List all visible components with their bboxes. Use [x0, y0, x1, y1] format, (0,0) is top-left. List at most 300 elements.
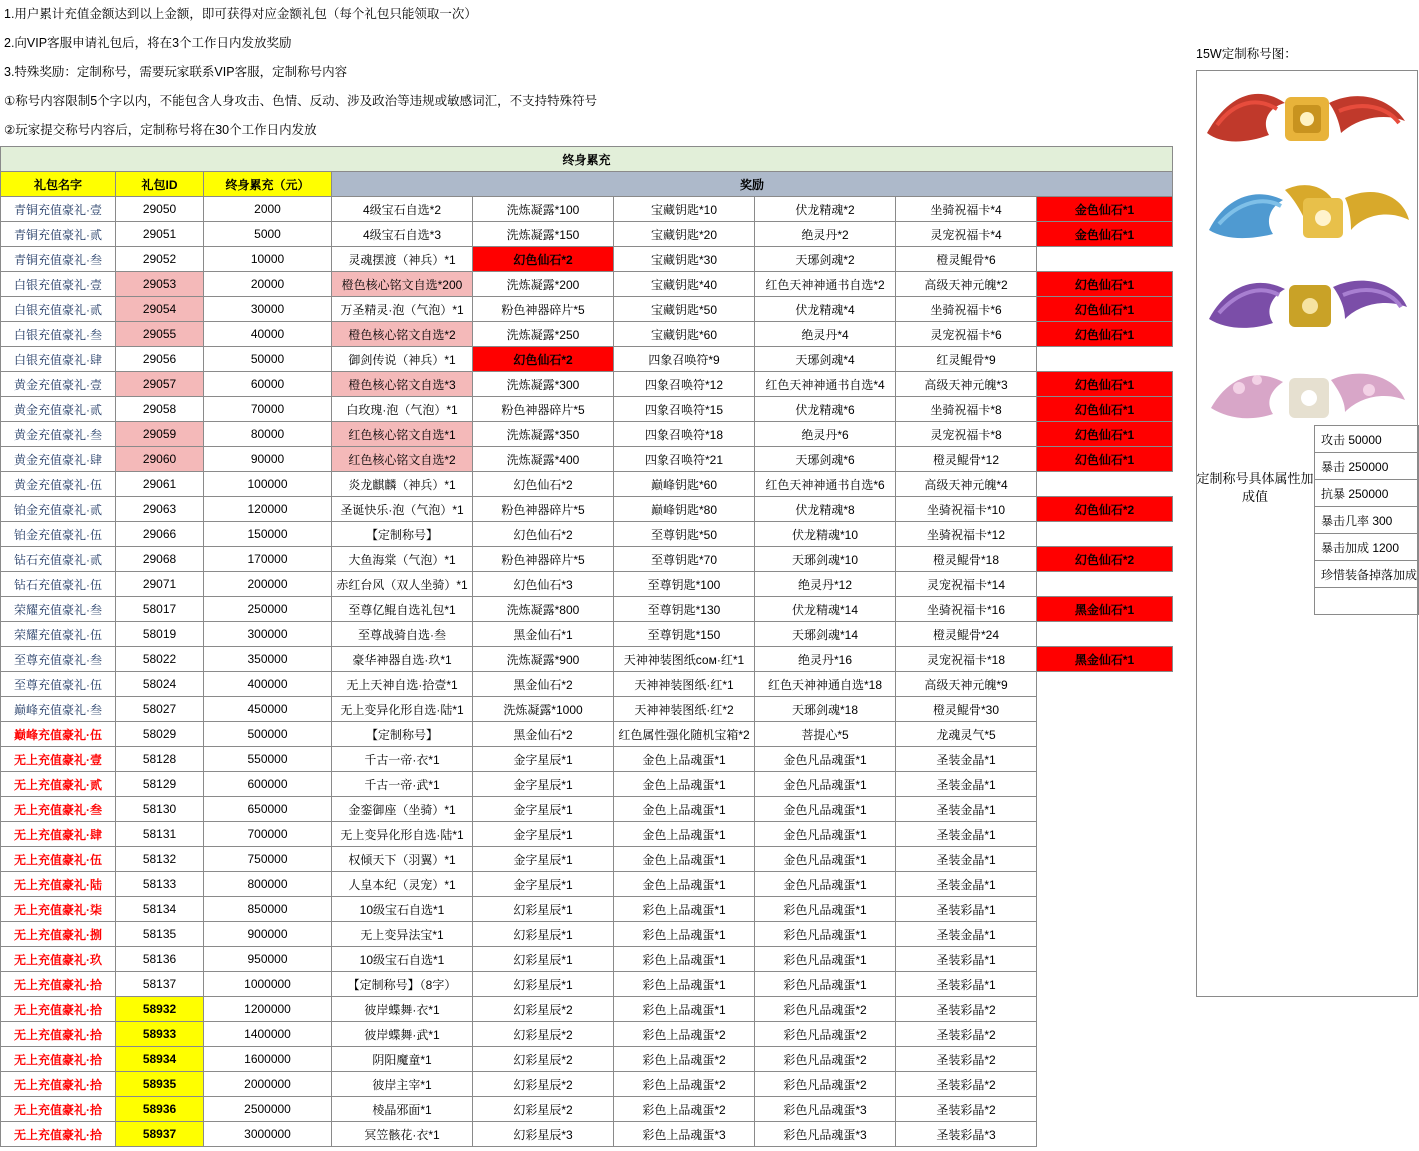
- cell-reward: 幻色仙石*2: [473, 347, 614, 372]
- cell-gift-id: 58129: [116, 772, 204, 797]
- cell-reward: 豪华神器自选·玖*1: [332, 647, 473, 672]
- cell-reward: 彩色上品魂蛋*2: [614, 1047, 755, 1072]
- cell-reward: [1037, 247, 1173, 272]
- art-purple-dragon: [1199, 255, 1415, 346]
- cell-reward: 彩色上品魂蛋*1: [614, 922, 755, 947]
- cell-reward: 10级宝石自选*1: [332, 947, 473, 972]
- cell-reward: 千古一帝·武*1: [332, 772, 473, 797]
- cell-reward: 【定制称号】（8字）: [332, 972, 473, 997]
- cell-reward: [1037, 972, 1173, 997]
- cell-gift-name: 无上充值豪礼·叁: [1, 797, 116, 822]
- cell-reward: [1037, 872, 1173, 897]
- table-row: [1, 672, 1173, 697]
- cell-amount: 5000: [204, 222, 332, 247]
- cell-reward: 伏龙精魂*4: [755, 297, 896, 322]
- cell-reward: 黑金仙石*1: [1037, 597, 1173, 622]
- cell-reward: 无上变异法宝*1: [332, 922, 473, 947]
- cell-gift-id: 29050: [116, 197, 204, 222]
- cell-reward: 圣装彩晶*1: [896, 972, 1037, 997]
- cell-reward: 粉色神器碎片*5: [473, 397, 614, 422]
- cell-reward: 圣装金晶*1: [896, 847, 1037, 872]
- cell-gift-name: 白银充值豪礼·叁: [1, 322, 116, 347]
- cell-gift-name: 钻石充值豪礼·贰: [1, 547, 116, 572]
- purple-dragon-icon: [1199, 255, 1415, 346]
- cell-amount: 850000: [204, 897, 332, 922]
- cell-reward: 洗炼凝露*800: [473, 597, 614, 622]
- cell-reward: 红色天神神通书自选*4: [755, 372, 896, 397]
- cell-reward: [1037, 1022, 1173, 1047]
- cell-reward: 伏龙精魂*2: [755, 197, 896, 222]
- cell-gift-name: 无上充值豪礼·拾: [1, 1122, 116, 1147]
- attr-row: [1315, 534, 1419, 561]
- cell-amount: 950000: [204, 947, 332, 972]
- table-row: [1, 747, 1173, 772]
- table-row: [1, 722, 1173, 747]
- cell-gift-name: 无上充值豪礼·玖: [1, 947, 116, 972]
- note-line: 2.向VIP客服申请礼包后，将在3个工作日内发放奖励: [4, 36, 292, 50]
- cell-reward: 宝藏钥匙*20: [614, 222, 755, 247]
- cell-gift-id: 58128: [116, 747, 204, 772]
- cell-reward: 金色上品魂蛋*1: [614, 872, 755, 897]
- cell-reward: 高级天神元魄*3: [896, 372, 1037, 397]
- cell-gift-id: 29063: [116, 497, 204, 522]
- cell-reward: 炎龙麒麟（神兵）*1: [332, 472, 473, 497]
- table-row: [1, 797, 1173, 822]
- cell-gift-id: 58133: [116, 872, 204, 897]
- cell-reward: 黑金仙石*2: [473, 722, 614, 747]
- table-row: [1, 922, 1173, 947]
- table-row: [1, 522, 1173, 547]
- cell-reward: 宝藏钥匙*30: [614, 247, 755, 272]
- cell-amount: 2500000: [204, 1097, 332, 1122]
- table-row: [1, 1097, 1173, 1122]
- cell-amount: 170000: [204, 547, 332, 572]
- cell-reward: 四象召唤符*12: [614, 372, 755, 397]
- cell-reward: 幻色仙石*2: [1037, 497, 1173, 522]
- cell-amount: 2000: [204, 197, 332, 222]
- art-pink-dragon: [1199, 346, 1415, 437]
- cell-reward: 宝藏钥匙*50: [614, 297, 755, 322]
- cell-reward: 洗炼凝露*300: [473, 372, 614, 397]
- cell-gift-id: 29053: [116, 272, 204, 297]
- cell-amount: 3000000: [204, 1122, 332, 1147]
- attr-row: [1315, 426, 1419, 453]
- cell-reward: 绝灵丹*16: [755, 647, 896, 672]
- cell-gift-id: 58137: [116, 972, 204, 997]
- cell-amount: 650000: [204, 797, 332, 822]
- cell-reward: 橙灵鲲骨*6: [896, 247, 1037, 272]
- cell-gift-name: 钻石充值豪礼·伍: [1, 572, 116, 597]
- cell-gift-id: 58136: [116, 947, 204, 972]
- side-image-title: 15W定制称号图：: [1196, 47, 1297, 61]
- cell-reward: 彩色凡品魂蛋*3: [755, 1122, 896, 1147]
- cell-amount: 300000: [204, 622, 332, 647]
- cell-amount: 900000: [204, 922, 332, 947]
- table-row: [1, 297, 1173, 322]
- cell-reward: 天神神装图纸·红*1: [614, 672, 755, 697]
- cell-reward: 红色核心铭文自选*2: [332, 447, 473, 472]
- cell-reward: 黑金仙石*1: [1037, 647, 1173, 672]
- cell-amount: 2000000: [204, 1072, 332, 1097]
- cell-amount: 350000: [204, 647, 332, 672]
- cell-reward: 巅峰钥匙*60: [614, 472, 755, 497]
- attr-row-empty: [1315, 588, 1419, 615]
- header-rewards: 奖励: [332, 172, 1173, 197]
- table-row: [1, 872, 1173, 897]
- cell-reward: 彩色凡品魂蛋*2: [755, 1047, 896, 1072]
- cell-reward: 橙色核心铭文自选*2: [332, 322, 473, 347]
- cell-amount: 50000: [204, 347, 332, 372]
- cell-gift-id: 29060: [116, 447, 204, 472]
- cell-reward: 幻色仙石*1: [1037, 322, 1173, 347]
- cell-reward: 龙魂灵气*5: [896, 722, 1037, 747]
- cell-reward: 灵宠祝福卡*6: [896, 322, 1037, 347]
- cell-gift-id: 29068: [116, 547, 204, 572]
- cell-reward: [1037, 822, 1173, 847]
- table-row: [1, 972, 1173, 997]
- cell-reward: 天琊剑魂*18: [755, 697, 896, 722]
- cell-reward: 天琊剑魂*2: [755, 247, 896, 272]
- cell-amount: 90000: [204, 447, 332, 472]
- cell-reward: 高级天神元魄*9: [896, 672, 1037, 697]
- cell-reward: 红色天神神通自选*18: [755, 672, 896, 697]
- table-row: [1, 347, 1173, 372]
- cell-amount: 200000: [204, 572, 332, 597]
- cell-reward: 金色上品魂蛋*1: [614, 847, 755, 872]
- cell-reward: [1037, 847, 1173, 872]
- cell-amount: 550000: [204, 747, 332, 772]
- cell-gift-id: 29054: [116, 297, 204, 322]
- cell-reward: 橙灵鲲骨*30: [896, 697, 1037, 722]
- attr-label: 定制称号具体属性加成值: [1196, 471, 1314, 504]
- cell-reward: 幻彩星辰*2: [473, 1047, 614, 1072]
- cell-reward: 圣装彩晶*2: [896, 1097, 1037, 1122]
- cell-gift-name: 巅峰充值豪礼·叁: [1, 697, 116, 722]
- cell-reward: 彩色凡品魂蛋*1: [755, 922, 896, 947]
- cell-amount: 120000: [204, 497, 332, 522]
- cell-reward: [1037, 1097, 1173, 1122]
- cell-gift-name: 至尊充值豪礼·伍: [1, 672, 116, 697]
- table-row: [1, 597, 1173, 622]
- cell-reward: 橙色核心铭文自选*3: [332, 372, 473, 397]
- cell-reward: 彩色上品魂蛋*1: [614, 997, 755, 1022]
- cell-amount: 450000: [204, 697, 332, 722]
- cell-reward: 天神神装图纸·红*2: [614, 697, 755, 722]
- cell-amount: 800000: [204, 872, 332, 897]
- cell-reward: 四象召唤符*15: [614, 397, 755, 422]
- cell-gift-name: 白银充值豪礼·肆: [1, 347, 116, 372]
- cell-reward: 四象召唤符*21: [614, 447, 755, 472]
- cell-reward: 高级天神元魄*4: [896, 472, 1037, 497]
- cell-gift-id: 58935: [116, 1072, 204, 1097]
- cell-reward: 圣装彩晶*2: [896, 1072, 1037, 1097]
- cell-amount: 1200000: [204, 997, 332, 1022]
- cell-gift-id: 29057: [116, 372, 204, 397]
- cell-reward: [1037, 472, 1173, 497]
- cell-reward: 菩提心*5: [755, 722, 896, 747]
- cell-reward: 幻色仙石*2: [473, 247, 614, 272]
- cell-amount: 600000: [204, 772, 332, 797]
- note-line: 3.特殊奖励：定制称号，需要玩家联系VIP客服，定制称号内容: [4, 65, 348, 79]
- cell-reward: 无上变异化形自选·陆*1: [332, 822, 473, 847]
- cell-reward: 至尊钥匙*50: [614, 522, 755, 547]
- cell-reward: 彼岸蝶舞·衣*1: [332, 997, 473, 1022]
- cell-reward: 高级天神元魄*2: [896, 272, 1037, 297]
- cell-gift-id: 58135: [116, 922, 204, 947]
- cell-reward: 红色核心铭文自选*1: [332, 422, 473, 447]
- header-amount: 终身累充（元）: [204, 172, 332, 197]
- cell-reward: 圣装金晶*1: [896, 922, 1037, 947]
- cell-reward: 阴阳魔童*1: [332, 1047, 473, 1072]
- cell-reward: 幻彩星辰*1: [473, 947, 614, 972]
- cell-gift-id: 29055: [116, 322, 204, 347]
- cell-reward: 圣装彩晶*1: [896, 947, 1037, 972]
- cell-gift-id: 29066: [116, 522, 204, 547]
- header-id: 礼包ID: [116, 172, 204, 197]
- table-row: [1, 447, 1173, 472]
- table-row: [1, 272, 1173, 297]
- table-row: [1, 422, 1173, 447]
- attr-value-empty: [1315, 588, 1419, 615]
- cell-reward: 金字星辰*1: [473, 772, 614, 797]
- cell-reward: [1037, 672, 1173, 697]
- cell-reward: 幻色仙石*1: [1037, 372, 1173, 397]
- cell-gift-name: 荣耀充值豪礼·伍: [1, 622, 116, 647]
- cell-reward: 宝藏钥匙*10: [614, 197, 755, 222]
- cell-reward: 金字星辰*1: [473, 747, 614, 772]
- cell-reward: 圣装金晶*1: [896, 747, 1037, 772]
- cell-reward: 绝灵丹*12: [755, 572, 896, 597]
- cell-reward: 至尊钥匙*100: [614, 572, 755, 597]
- table-row: [1, 897, 1173, 922]
- cell-reward: 幻色仙石*2: [473, 472, 614, 497]
- cell-reward: [1037, 1072, 1173, 1097]
- cell-gift-id: 58933: [116, 1022, 204, 1047]
- cell-reward: 彩色上品魂蛋*2: [614, 1097, 755, 1122]
- cell-reward: 幻色仙石*2: [1037, 547, 1173, 572]
- cell-gift-name: 黄金充值豪礼·壹: [1, 372, 116, 397]
- cell-reward: 金字星辰*1: [473, 872, 614, 897]
- cell-amount: 700000: [204, 822, 332, 847]
- cell-reward: [1037, 1047, 1173, 1072]
- cell-gift-id: 58019: [116, 622, 204, 647]
- cell-reward: 10级宝石自选*1: [332, 897, 473, 922]
- cell-reward: 彩色凡品魂蛋*2: [755, 997, 896, 1022]
- cell-reward: 灵宠祝福卡*14: [896, 572, 1037, 597]
- table-row: [1, 697, 1173, 722]
- cell-reward: 圣装金晶*1: [896, 822, 1037, 847]
- cell-reward: 至尊亿鲲自选礼包*1: [332, 597, 473, 622]
- cell-reward: [1037, 947, 1173, 972]
- attr-value: 抗暴 250000: [1315, 480, 1419, 507]
- cell-reward: 坐骑祝福卡*10: [896, 497, 1037, 522]
- cell-reward: 彩色凡品魂蛋*3: [755, 1097, 896, 1122]
- cell-reward: 幻色仙石*2: [473, 522, 614, 547]
- cell-gift-name: 青铜充值豪礼·叁: [1, 247, 116, 272]
- cell-reward: [1037, 747, 1173, 772]
- cell-amount: 20000: [204, 272, 332, 297]
- cell-amount: 70000: [204, 397, 332, 422]
- cell-reward: 天神神装图纸сом·红*1: [614, 647, 755, 672]
- cell-reward: [1037, 722, 1173, 747]
- cell-gift-id: 58131: [116, 822, 204, 847]
- cell-reward: 大鱼海棠（气泡）*1: [332, 547, 473, 572]
- table-row: [1, 397, 1173, 422]
- cell-reward: 红色天神神通书自选*6: [755, 472, 896, 497]
- cell-reward: 灵宠祝福卡*4: [896, 222, 1037, 247]
- cell-gift-name: 无上充值豪礼·拾: [1, 972, 116, 997]
- table-row: [1, 572, 1173, 597]
- table-title: 终身累充: [1, 147, 1173, 172]
- cell-reward: 无上变异化形自选·陆*1: [332, 697, 473, 722]
- table-row: [1, 247, 1173, 272]
- cell-amount: 1400000: [204, 1022, 332, 1047]
- cell-reward: 坐骑祝福卡*4: [896, 197, 1037, 222]
- cell-reward: 橙灵鲲骨*18: [896, 547, 1037, 572]
- cell-reward: 洗炼凝露*400: [473, 447, 614, 472]
- cell-gift-name: 无上充值豪礼·柒: [1, 897, 116, 922]
- cell-amount: 1600000: [204, 1047, 332, 1072]
- cell-reward: 灵宠祝福卡*18: [896, 647, 1037, 672]
- cell-amount: 500000: [204, 722, 332, 747]
- cell-gift-id: 29052: [116, 247, 204, 272]
- cell-reward: 橙灵鲲骨*24: [896, 622, 1037, 647]
- cell-reward: 彼岸蝶舞·武*1: [332, 1022, 473, 1047]
- cell-reward: 【定制称号】: [332, 522, 473, 547]
- cell-gift-id: 29056: [116, 347, 204, 372]
- table-row: [1, 947, 1173, 972]
- cell-amount: 30000: [204, 297, 332, 322]
- cell-reward: 坐骑祝福卡*12: [896, 522, 1037, 547]
- cell-gift-name: 黄金充值豪礼·叁: [1, 422, 116, 447]
- cell-amount: 80000: [204, 422, 332, 447]
- table-row: [1, 322, 1173, 347]
- cell-reward: 金色凡品魂蛋*1: [755, 847, 896, 872]
- cell-reward: 幻色仙石*3: [473, 572, 614, 597]
- cell-reward: 4级宝石自选*2: [332, 197, 473, 222]
- cell-gift-id: 29059: [116, 422, 204, 447]
- pink-dragon-icon: [1199, 346, 1415, 437]
- cell-reward: 权倾天下（羽翼）*1: [332, 847, 473, 872]
- cell-amount: 10000: [204, 247, 332, 272]
- cell-reward: 彩色上品魂蛋*3: [614, 1122, 755, 1147]
- red-dragon-icon: [1199, 73, 1415, 164]
- cell-gift-name: 铂金充值豪礼·伍: [1, 522, 116, 547]
- cell-reward: 幻彩星辰*1: [473, 897, 614, 922]
- cell-reward: 金字星辰*1: [473, 822, 614, 847]
- cell-reward: 伏龙精魂*8: [755, 497, 896, 522]
- cell-reward: 灵宠祝福卡*8: [896, 422, 1037, 447]
- cell-reward: 金色上品魂蛋*1: [614, 772, 755, 797]
- cell-reward: 坐骑祝福卡*8: [896, 397, 1037, 422]
- attr-value: 暴击 250000: [1315, 453, 1419, 480]
- table-title-row: [1, 147, 1173, 172]
- cell-reward: 幻色仙石*1: [1037, 447, 1173, 472]
- cell-reward: 彼岸主宰*1: [332, 1072, 473, 1097]
- cell-reward: [1037, 622, 1173, 647]
- cell-gift-id: 29061: [116, 472, 204, 497]
- cell-reward: 天琊剑魂*10: [755, 547, 896, 572]
- cell-reward: 伏龙精魂*6: [755, 397, 896, 422]
- cell-reward: 幻彩星辰*2: [473, 1022, 614, 1047]
- cell-reward: 圣装金晶*1: [896, 797, 1037, 822]
- attr-row: [1315, 480, 1419, 507]
- cell-reward: 坐骑祝福卡*16: [896, 597, 1037, 622]
- cell-reward: 圣装彩晶*2: [896, 1047, 1037, 1072]
- cell-gift-name: 至尊充值豪礼·叁: [1, 647, 116, 672]
- cell-gift-name: 无上充值豪礼·拾: [1, 1097, 116, 1122]
- cell-reward: 洗炼凝露*250: [473, 322, 614, 347]
- cell-gift-id: 58029: [116, 722, 204, 747]
- table-row: [1, 222, 1173, 247]
- cell-reward: 粉色神器碎片*5: [473, 547, 614, 572]
- cell-gift-id: 29058: [116, 397, 204, 422]
- cell-reward: 天琊剑魂*14: [755, 622, 896, 647]
- attr-value: 珍惜装备掉落加成: [1315, 561, 1419, 588]
- cell-reward: 圣装彩晶*2: [896, 1022, 1037, 1047]
- note-line: ②玩家提交称号内容后，定制称号将在30个工作日内发放: [4, 123, 317, 137]
- cell-reward: 幻色仙石*1: [1037, 297, 1173, 322]
- cell-gift-name: 白银充值豪礼·壹: [1, 272, 116, 297]
- table-header-row: [1, 172, 1173, 197]
- attr-table: [1314, 425, 1419, 615]
- art-gold-dragon: [1199, 164, 1415, 255]
- cell-reward: 幻色仙石*1: [1037, 422, 1173, 447]
- table-row: [1, 822, 1173, 847]
- cell-reward: 彩色凡品魂蛋*1: [755, 947, 896, 972]
- cell-gift-name: 铂金充值豪礼·贰: [1, 497, 116, 522]
- cell-reward: 伏龙精魂*14: [755, 597, 896, 622]
- attr-value: 暴击加成 1200: [1315, 534, 1419, 561]
- cell-amount: 100000: [204, 472, 332, 497]
- cell-reward: 洗炼凝露*350: [473, 422, 614, 447]
- cell-reward: 幻彩星辰*1: [473, 972, 614, 997]
- cell-reward: 宝藏钥匙*60: [614, 322, 755, 347]
- cell-reward: 洗炼凝露*1000: [473, 697, 614, 722]
- cell-gift-id: 29051: [116, 222, 204, 247]
- cell-gift-name: 无上充值豪礼·伍: [1, 847, 116, 872]
- table-row: [1, 1072, 1173, 1097]
- table-row: [1, 197, 1173, 222]
- table-row: [1, 622, 1173, 647]
- cell-gift-name: 巅峰充值豪礼·伍: [1, 722, 116, 747]
- cell-reward: 千古一帝·衣*1: [332, 747, 473, 772]
- cell-reward: 黑金仙石*2: [473, 672, 614, 697]
- title-art-group: [1199, 73, 1415, 438]
- cell-amount: 60000: [204, 372, 332, 397]
- cell-reward: 彩色上品魂蛋*1: [614, 897, 755, 922]
- cell-reward: 金色仙石*1: [1037, 197, 1173, 222]
- cell-reward: [1037, 997, 1173, 1022]
- cell-gift-name: 青铜充值豪礼·壹: [1, 197, 116, 222]
- cell-reward: 金色上品魂蛋*1: [614, 822, 755, 847]
- cell-reward: 橙色核心铭文自选*200: [332, 272, 473, 297]
- cell-amount: 400000: [204, 672, 332, 697]
- cell-reward: 橙灵鲲骨*12: [896, 447, 1037, 472]
- cell-gift-id: 58130: [116, 797, 204, 822]
- cell-reward: 万圣精灵·泡（气泡）*1: [332, 297, 473, 322]
- attr-value: 攻击 50000: [1315, 426, 1419, 453]
- cell-reward: 御剑传说（神兵）*1: [332, 347, 473, 372]
- attr-row: [1315, 507, 1419, 534]
- cell-reward: 彩色上品魂蛋*1: [614, 972, 755, 997]
- cell-gift-name: 荣耀充值豪礼·叁: [1, 597, 116, 622]
- cell-reward: 彩色凡品魂蛋*2: [755, 1072, 896, 1097]
- cell-reward: [1037, 522, 1173, 547]
- cell-reward: 圣装彩晶*3: [896, 1122, 1037, 1147]
- table-row: [1, 772, 1173, 797]
- cell-gift-name: 无上充值豪礼·拾: [1, 997, 116, 1022]
